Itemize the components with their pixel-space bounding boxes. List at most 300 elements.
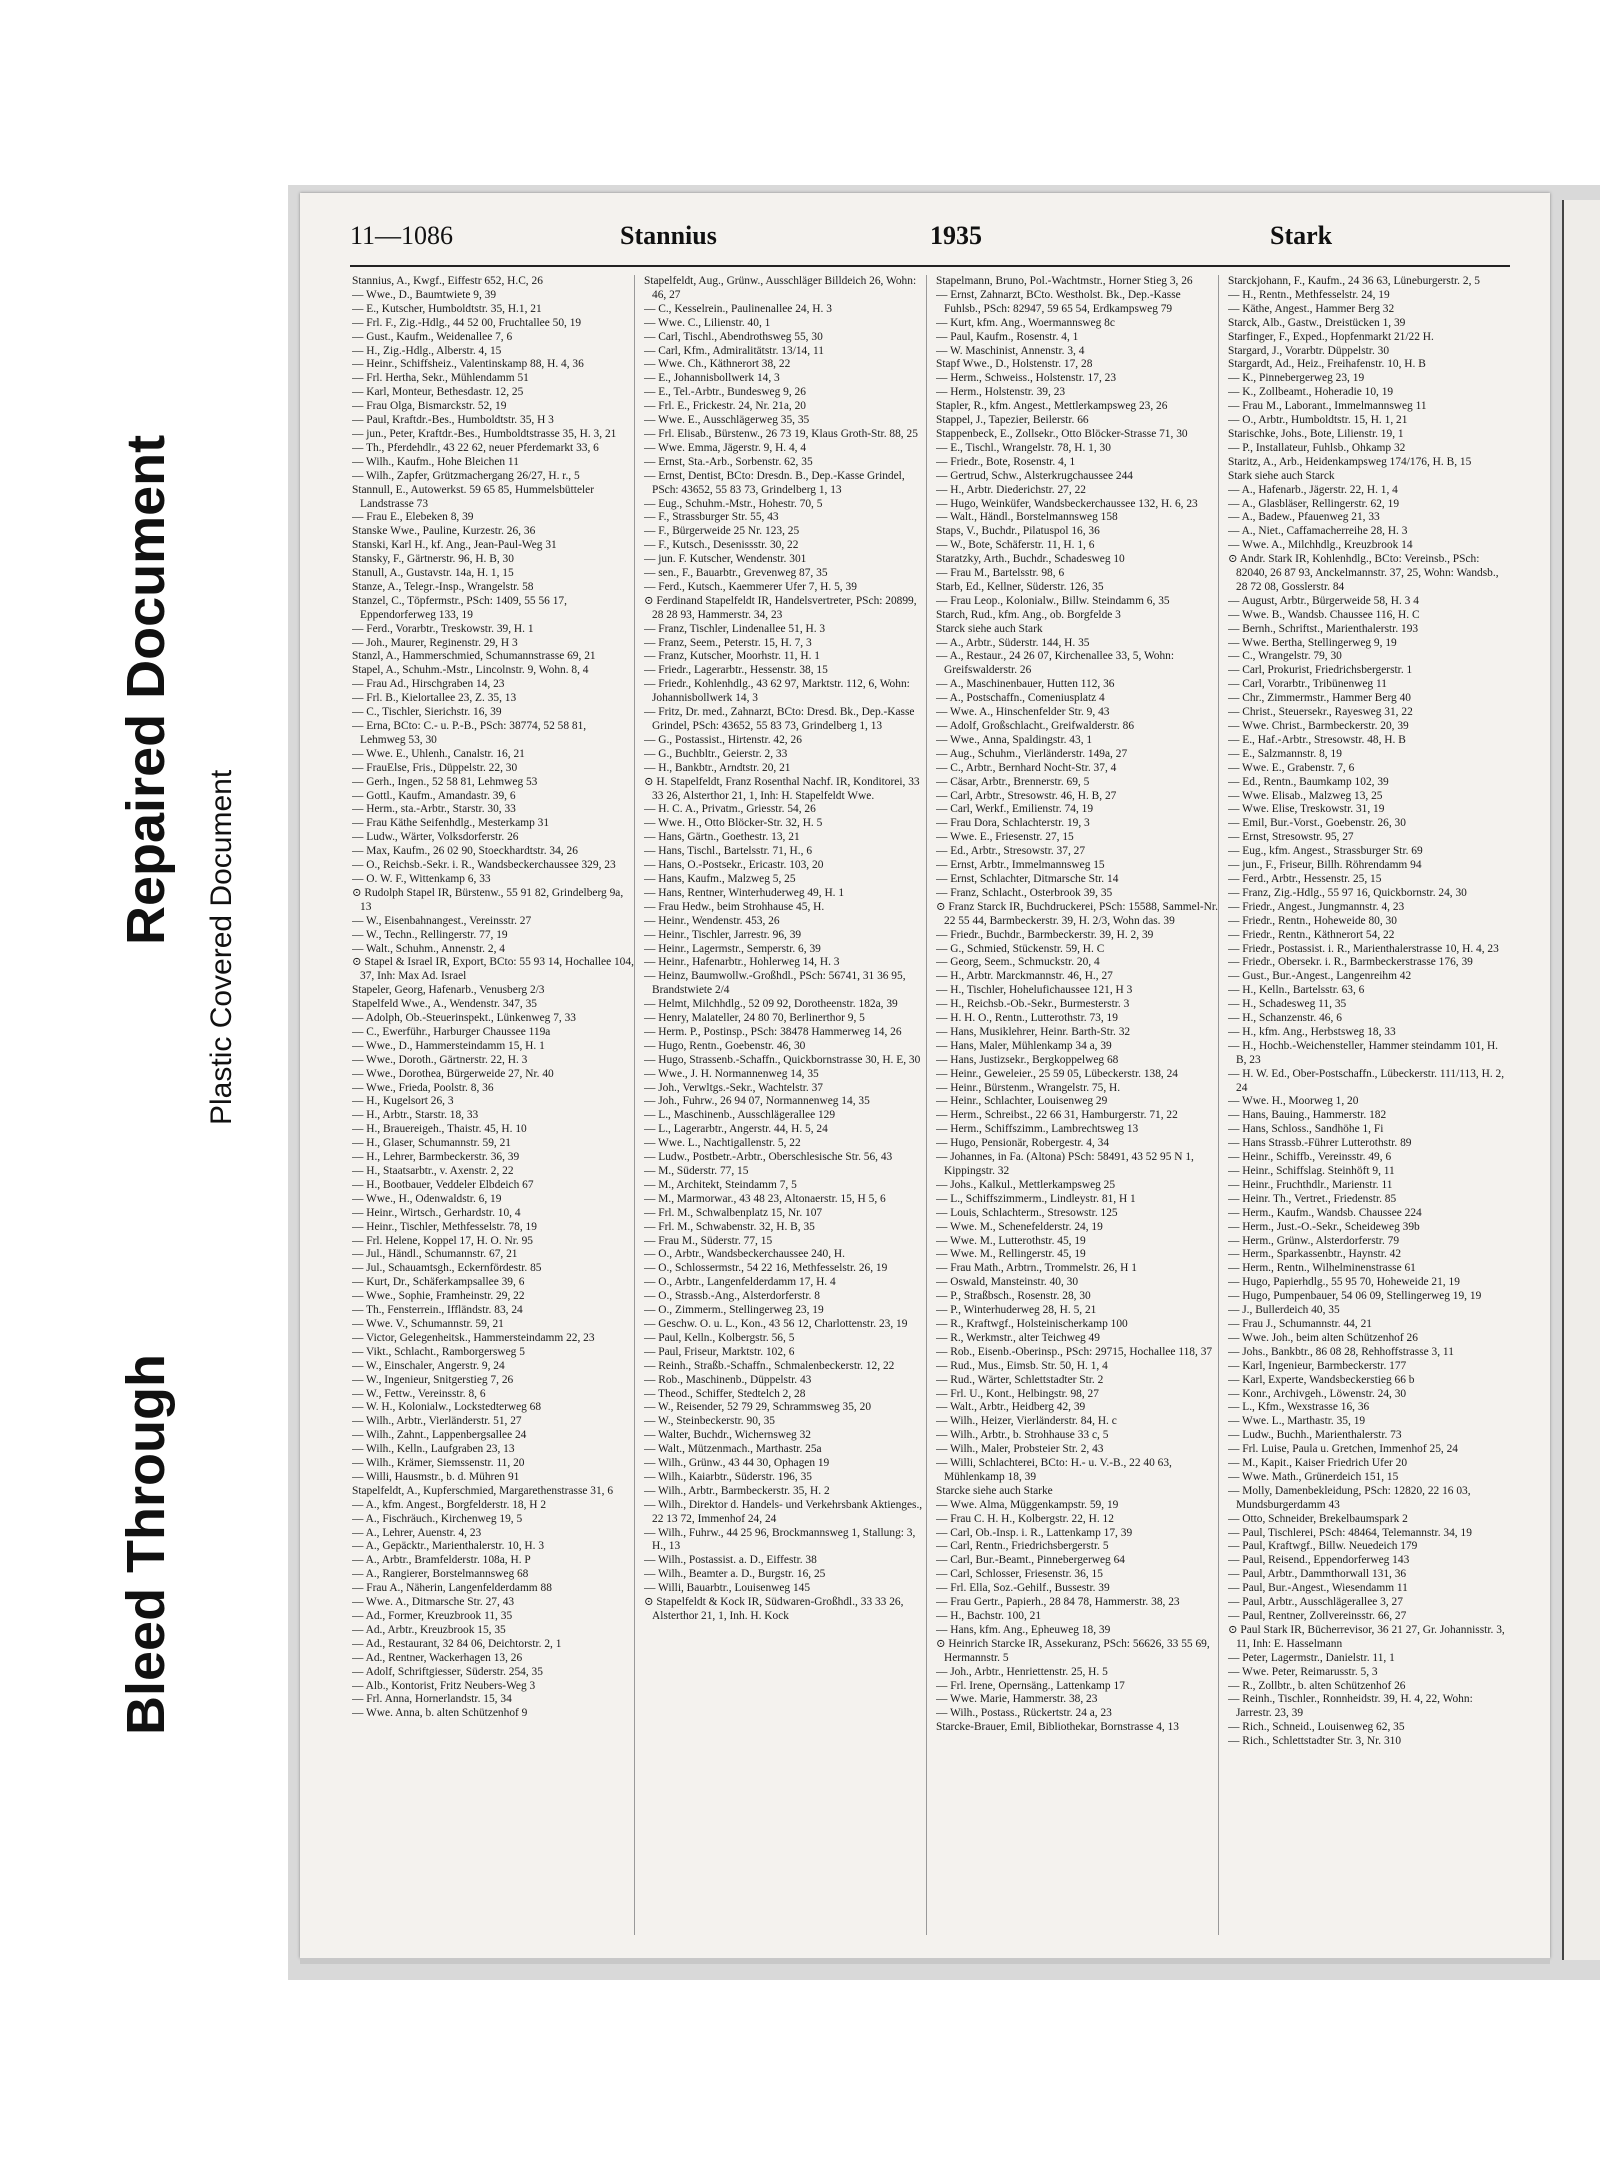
directory-entry: — W. H., Kolonialw., Lockstedterweg 68 [352,1401,542,1414]
directory-entry: — Herm., Just.-O.-Sekr., Scheideweg 39b [1228,1220,1420,1233]
directory-entry: — Friedr., Buchdr., Barmbeckerstr. 39, H. 2, 39 [936,928,1154,941]
directory-entry: — Frl. Anna, Hornerlandstr. 15, 34 [352,1693,512,1706]
directory-entry: — Willi, Bauarbtr., Louisenweg 145 [644,1582,811,1595]
directory-entry: — Hugo, Strassenb.-Schaffn., Quickbornstrasse 30, H. E, 30 [644,1053,921,1066]
directory-entry: Starcke-Brauer, Emil, Bibliothekar, Bornstrasse 4, 13 [936,1721,1179,1734]
column-4 [1228,275,1510,1935]
directory-page [300,193,1550,1958]
directory-entry: — Rud., Mus., Eimsb. Str. 50, H. 1, 4 [936,1359,1108,1372]
label-plastic-covered: Plastic Covered Document [205,769,238,1125]
directory-entry: — Heinr., Schiffslag. Steinhöft 9, 11 [1228,1165,1395,1177]
directory-entry: — Wwe. A., Ditmarsche Str. 27, 43 [352,1596,515,1609]
directory-entry: — A., Lehrer, Auenstr. 4, 23 [352,1526,482,1539]
directory-entry: — Wwe. L., Nachtigallenstr. 5, 22 [644,1137,801,1150]
directory-entry: Stargard, J., Vorarbtr. Düppelstr. 30 [1228,344,1390,357]
directory-entry: — Jul., Händl., Schumannstr. 67, 21 [352,1248,518,1261]
directory-entry: — Wilh., Postass., Rückertstr. 24 a, 23 [936,1707,1112,1720]
directory-entry: — Helmt, Milchhdlg., 52 09 92, Dorotheenstr. 182a, 39 [644,998,898,1011]
directory-entry: — Frl. U., Kont., Helbingstr. 98, 27 [936,1387,1099,1400]
directory-entry: — Kurt, Dr., Schäferkampsallee 39, 6 [352,1276,525,1289]
directory-entry: — Frau A., Näherin, Langenfelderdamm 88 [352,1582,552,1595]
column-1 [352,275,635,1935]
directory-entry: — Hans, Schloss., Sandhöhe 1, Fi [1228,1123,1384,1136]
directory-entry: — Ed., Rentn., Baumkamp 102, 39 [1228,775,1389,788]
directory-entry: — P., Installateur, Fuhlsb., Ohkamp 32 [1228,441,1406,454]
directory-entry: — Hugo, Papierhdlg., 55 95 70, Hoheweide 21, 19 [1228,1276,1460,1289]
directory-entry: — Carl, Tischl., Abendrothsweg 55, 30 [644,330,823,343]
directory-entry: — Frl. F., Zig.-Hdlg., 44 52 00, Fruchtallee 50, 19 [352,316,582,329]
directory-entry: — Geschw. O. u. L., Kon., 43 56 12, Charlottenstr. 23, 19 [644,1317,908,1330]
directory-entry: — Heinr. Th., Vertret., Friedenstr. 85 [1228,1192,1397,1205]
directory-entry: — Frau Dora, Schlachterstr. 19, 3 [936,817,1090,830]
directory-entry: — Frau Leop., Kolonialw., Billw. Steindamm 6, 35 [936,594,1170,607]
directory-entry: — Frau J., Schumannstr. 44, 21 [1228,1317,1372,1330]
directory-entry: — W., Eisenbahnangest., Vereinsstr. 27 [352,914,532,927]
directory-entry: — Paul, Kelln., Kolbergstr. 56, 5 [644,1331,795,1344]
directory-entry: — Aug., Schuhm., Vierländerstr. 149a, 27 [936,747,1128,760]
directory-entry: — Hans, Musiklehrer, Heinr. Barth-Str. 32 [936,1025,1131,1038]
directory-entry: — Wwe. Bertha, Stellingerweg 9, 19 [1228,636,1397,649]
directory-entry: — O., Strassb.-Ang., Alsterdorferstr. 8 [644,1290,820,1303]
directory-entry: — Frau Ad., Hirschgraben 14, 23 [352,678,505,691]
directory-entry: — Heinr., Fruchthdlr., Marienstr. 11 [1228,1178,1393,1191]
directory-entry: — Carl, Bur.-Beamt., Pinnebergerweg 64 [936,1554,1125,1567]
directory-entry: — Wwe. Elisab., Malzweg 13, 25 [1228,789,1383,802]
directory-entry: — Hans, Tischl., Bartelsstr. 71, H., 6 [644,845,813,858]
directory-entry: — H., Reichsb.-Ob.-Sekr., Burmesterstr. 3 [936,998,1130,1011]
directory-entry: Starcke siehe auch Starke [936,1484,1053,1497]
directory-entry: — Heinr., Bürstenm., Wrangelstr. 75, H. [936,1081,1121,1094]
directory-entry: — Frl. M., Schwabenstr. 32, H. B, 35 [644,1220,815,1233]
directory-entry: — FrauElse, Fris., Düppelstr. 22, 30 [352,761,518,774]
directory-entry: Stappenbeck, E., Zollsekr., Otto Blöcker-Strasse 71, 30 [936,427,1188,440]
directory-entry: — Wwe., Frieda, Poolstr. 8, 36 [352,1081,494,1094]
directory-entry: — Walt., Arbtr., Heidberg 42, 39 [936,1401,1086,1414]
directory-entry: — Frl. Ella, Soz.-Gehilf., Bussestr. 39 [936,1582,1110,1595]
directory-entry: Stanze, A., Telegr.-Insp., Wrangelstr. 58 [352,580,534,593]
directory-entry: — Friedr., Postassist. i. R., Marienthalerstrasse 10, H. 4, 23 [1228,942,1499,955]
directory-entry: — Rich., Schneid., Louisenweg 62, 35 [1228,1721,1405,1734]
directory-entry: — Adolf, Schriftgiesser, Süderstr. 254, 35 [352,1665,543,1678]
directory-entry: ⊙ Ferdinand Stapelfeldt IR, Handelsvertreter, PSch: 20899, 28 28 93, Hammerstr. 34, 23 [644,594,917,621]
directory-entry: — Carl, Vorarbtr., Tribünenweg 11 [1228,678,1387,691]
directory-entry: Starfinger, F., Exped., Hopfenmarkt 21/22 H. [1228,330,1434,343]
directory-entry: — A., Maschinenbauer, Hutten 112, 36 [936,678,1115,691]
directory-entry: — Hans, kfm. Ang., Epheuweg 18, 39 [936,1623,1111,1636]
directory-entry: — Carl, Prokurist, Friedrichsbergerstr. 1 [1228,664,1413,677]
directory-entry: — Wwe. Anna, b. alten Schützenhof 9 [352,1707,528,1720]
directory-entry: — Wwe., Doroth., Gärtnerstr. 22, H. 3 [352,1053,528,1066]
directory-entry: — A., Postschaffn., Comeniusplatz 4 [936,692,1105,705]
directory-entry: Stannull, E., Autowerkst. 59 65 85, Hummelsbütteler Landstrasse 73 [352,483,595,510]
directory-entry: — Ferd., Arbtr., Hessenstr. 25, 15 [1228,872,1382,885]
directory-entry: — Hans Strassb.-Führer Lutterothstr. 89 [1228,1137,1412,1150]
column-3 [936,275,1219,1935]
directory-entry: — Frau Hedw., beim Strohhause 45, H. [644,900,825,913]
directory-entry: — H., Arbtr., Starstr. 18, 33 [352,1109,479,1122]
directory-entry: — Wwe. E., Uhlenh., Canalstr. 16, 21 [352,747,525,760]
directory-entry: — Th., Fensterrein., Iffländstr. 83, 24 [352,1304,523,1317]
directory-entry: — Friedr., Kohlenhdlg., 43 62 97, Marktstr. 112, 6, Wohn: Johannisbollwerk 14, 3 [644,678,910,705]
directory-entry: — Wwe. E., Ausschlägerweg 35, 35 [644,414,810,427]
directory-entry: — Friedr., Rentn., Hoheweide 80, 30 [1228,914,1397,927]
directory-entry: — H., Kugelsort 26, 3 [352,1095,454,1108]
directory-entry: — Willi, Hausmstr., b. d. Mühren 91 [352,1470,520,1483]
directory-entry: — August, Arbtr., Bürgerweide 58, H. 3 4 [1228,594,1419,607]
directory-entry: — Wwe. L., Marthastr. 35, 19 [1228,1415,1366,1428]
directory-entry: — Heinr., Tischler, Jarrestr. 96, 39 [644,928,802,941]
directory-entry: — W., Fettw., Vereinsstr. 8, 6 [352,1387,486,1400]
directory-entry: — Wwe. Math., Grünerdeich 151, 15 [1228,1470,1399,1483]
directory-entry: — Otto, Schneider, Brekelbaumspark 2 [1228,1512,1408,1525]
directory-entry: — Heinr., Geweleier., 25 59 05, Lübeckerstr. 138, 24 [936,1067,1178,1080]
directory-entry: — H., Rentn., Methfesselstr. 24, 19 [1228,288,1390,301]
directory-entry: — Ernst, Sta.-Arb., Sorbenstr. 62, 35 [644,455,813,468]
directory-entry: — H., Zig.-Hdlg., Alberstr. 4, 15 [352,344,502,357]
directory-entry: — W., Einschaler, Angerstr. 9, 24 [352,1359,505,1372]
directory-entry: — A., Restaur., 24 26 07, Kirchenallee 33, 5, Wohn: Greifswalderstr. 26 [936,650,1175,677]
directory-entry: — Wwe., Dorothea, Bürgerweide 27, Nr. 40 [352,1067,554,1080]
directory-entry: — Heinr., Lagermstr., Semperstr. 6, 39 [644,942,821,955]
directory-entry: Stark siehe auch Starck [1228,469,1335,482]
directory-entry: — A., Fischräuch., Kirchenweg 19, 5 [352,1512,523,1525]
directory-entry: ⊙ H. Stapelfeldt, Franz Rosenthal Nachf. IR, Konditorei, 33 33 26, Alsterthor 21, 1, Inh: H. Stapelfeldt Wwe. [644,775,920,802]
directory-entry: — Kurt, kfm. Ang., Woermannsweg 8c [936,316,1115,329]
directory-entry: — L., Schiffszimmerm., Lindleystr. 81, H 1 [936,1192,1136,1205]
directory-entry: — G., Buchbltr., Geierstr. 2, 33 [644,747,788,760]
directory-entry: — Wwe. A., Milchhdlg., Kreuzbrook 14 [1228,539,1413,552]
directory-entry: Stapelfeldt, A., Kupferschmied, Margarethenstrasse 31, 6 [352,1484,614,1497]
directory-entry: ⊙ Stapel & Israel IR, Export, BCto: 55 93 14, Hochallee 104, 37, Inh: Max Ad. Israel [352,956,634,983]
directory-entry: — Gottl., Kaufm., Amandastr. 39, 6 [352,789,516,802]
directory-entry: Stapelfeld Wwe., A., Wendenstr. 347, 35 [352,998,537,1011]
directory-entry: — Wilh., Maler, Probsteier Str. 2, 43 [936,1443,1104,1456]
directory-entry: — W., Techn., Rellingerstr. 77, 19 [352,928,508,941]
directory-entry: ⊙ Franz Starck IR, Buchdruckerei, PSch: 15588, Sammel-Nr. 22 55 44, Barmbeckerstr. 39, H. 2/3, Wohn das. 39 [936,900,1218,927]
directory-entry: — Johs., Kalkul., Mettlerkampsweg 25 [936,1178,1116,1191]
directory-entry: — Carl, Werkf., Emilienstr. 74, 19 [936,803,1094,816]
directory-entry: — H., Tischler, Hohelufichaussee 121, H 3 [936,984,1133,997]
directory-entry: — Wwe., J. H. Normannenweg 14, 35 [644,1067,819,1080]
directory-entry: — Wilh., Kelln., Laufgraben 23, 13 [352,1443,515,1456]
directory-entry: — O., Arbtr., Wandsbeckerchaussee 240, H. [644,1248,846,1261]
directory-entry: — Johs., Bankbtr., 86 08 28, Rehhoffstrasse 3, 11 [1228,1345,1454,1358]
directory-entry: — H., Arbtr. Marckmannstr. 46, H., 27 [936,970,1113,983]
directory-entry: — Adolf, Großschlacht., Greifwalderstr. 86 [936,720,1135,732]
directory-entry: — Frau Olga, Bismarckstr. 52, 19 [352,400,507,413]
directory-entry: — O. W. F., Wittenkamp 6, 33 [352,872,491,885]
header-last-name: Stark [1270,221,1333,250]
directory-entry: — Walt., Händl., Borstelmannsweg 158 [936,511,1118,524]
directory-entry: — Wwe. H., Moorweg 1, 20 [1228,1095,1359,1108]
directory-entry: — Paul, Kraftwgf., Billw. Neuedeich 179 [1228,1540,1418,1553]
label-repaired-document: Repaired Document [116,434,176,945]
directory-entry: Starb, Ed., Kellner, Süderstr. 126, 35 [936,580,1104,593]
directory-entry: — Paul, Rentner, Zollvereinsstr. 66, 27 [1228,1610,1407,1622]
page-number: 11—1086 [350,221,454,250]
directory-entry: — Wilh., Fuhrw., 44 25 96, Brockmannsweg 1, Stallung: 3, H., 13 [644,1526,916,1553]
directory-entry: — F., Kutsch., Desenissstr. 30, 22 [644,539,799,552]
directory-entry: — Walter, Buchdr., Wichernsweg 32 [644,1429,811,1442]
directory-entry: — Hans, Rentner, Winterhuderweg 49, H. 1 [644,886,845,899]
directory-entry: — Karl, Ingenieur, Barmbeckerstr. 177 [1228,1359,1407,1372]
directory-entry: — Rob., Eisenb.-Oberinsp., PSch: 29715, Hochallee 118, 37 [936,1345,1213,1358]
directory-entry: — Wwe., Anna, Spaldingstr. 43, 1 [936,733,1093,746]
directory-entry: — Ludw., Buchh., Marienthalerstr. 73 [1228,1429,1402,1442]
directory-entry: — sen., F., Bauarbtr., Grevenweg 87, 35 [644,567,828,580]
directory-entry: — H. H. O., Rentn., Lutterothstr. 73, 19 [936,1012,1118,1025]
directory-entry: — Ernst, Schlachter, Ditmarsche Str. 14 [936,872,1119,885]
directory-entry: — Franz, Seem., Peterstr. 15, H. 7, 3 [644,636,812,649]
directory-entry: — Reinh., Straßb.-Schaffn., Schmalenbeckerstr. 12, 22 [644,1359,895,1372]
directory-entry: — Rob., Maschinenb., Düppelstr. 43 [644,1373,812,1386]
header-first-name: Stannius [620,221,717,250]
directory-entry: — Wwe. M., Schenefelderstr. 24, 19 [936,1220,1103,1233]
directory-entry: — Gertrud, Schw., Alsterkrugchaussee 244 [936,469,1133,482]
directory-entry: — Gust., Kaufm., Weidenallee 7, 6 [352,330,513,343]
directory-entry: — H. C. A., Privatm., Griesstr. 54, 26 [644,803,816,816]
directory-entry: — Wilh., Heizer, Vierländerstr. 84, H. c [936,1415,1117,1428]
directory-entry: — Hans, Kaufm., Malzweg 5, 25 [644,872,796,885]
directory-entry: — Rud., Wärter, Schlettstadter Str. 2 [936,1373,1104,1386]
directory-entry: — Joh., Fuhrw., 26 94 07, Normannenweg 14, 35 [644,1095,870,1108]
directory-entry: — Oswald, Mansteinstr. 40, 30 [936,1276,1079,1289]
directory-entry: — Wwe. Ch., Käthnerort 38, 22 [644,358,791,371]
directory-entry: — E., Tel.-Arbtr., Bundesweg 9, 26 [644,386,806,399]
directory-entry: — A., Gepäcktr., Marienthalerstr. 10, H. 3 [352,1540,545,1553]
directory-entry: — Heinr., Wirtsch., Gerhardstr. 10, 4 [352,1206,521,1219]
directory-entry: — Carl, Arbtr., Stresowstr. 46, H. B, 27 [936,789,1117,802]
directory-entry: — Herm., sta.-Arbtr., Starstr. 30, 33 [352,803,516,816]
directory-entry: — Ad., Restaurant, 32 84 06, Deichtorstr. 2, 1 [352,1637,562,1650]
directory-entry: — Wwe. Emma, Jägerstr. 9, H. 4, 4 [644,441,807,454]
directory-entry: — Heinr., Schiffb., Vereinsstr. 49, 6 [1228,1151,1392,1164]
directory-entry: — Paul, Bur.-Angest., Wiesendamm 11 [1228,1582,1408,1595]
directory-entry: — Wwe. Joh., beim alten Schützenhof 26 [1228,1331,1418,1344]
directory-entry: — Paul, Reisend., Eppendorferweg 143 [1228,1554,1410,1567]
directory-entry: — A., Arbtr., Süderstr. 144, H. 35 [936,636,1090,649]
directory-entry: — Herm., Schweiss., Holstenstr. 17, 23 [936,372,1117,385]
directory-entry: — Wilh., Arbtr., b. Strohhause 33 c, 5 [936,1429,1109,1442]
directory-entry: — Karl, Monteur, Bethesdastr. 12, 25 [352,386,524,399]
directory-entry: Starischke, Johs., Bote, Lilienstr. 19, 1 [1228,427,1404,440]
directory-entry: — Ernst, Zahnarzt, BCto. Westholst. Bk., Dep.-Kasse Fuhlsb., PSch: 82947, 59 65 54, Erdkampsweg 79 [936,288,1181,315]
directory-entry: — Herm. P., Postinsp., PSch: 38478 Hammerweg 14, 26 [644,1025,902,1038]
directory-entry: — Herm., Holstenstr. 39, 23 [936,386,1066,399]
directory-entry: — W., Reisender, 52 79 29, Schrammsweg 35, 20 [644,1401,872,1414]
directory-entry: ⊙ Paul Stark IR, Bücherrevisor, 36 21 27, Gr. Johannisstr. 3, 11, Inh: E. Hasselmann [1228,1623,1505,1650]
directory-entry: — Wilh., Beamter a. D., Burgstr. 16, 25 [644,1568,826,1581]
directory-entry: Stansky, F., Gärtnerstr. 96, H. B, 30 [352,553,514,566]
directory-entry: — Wilh., Zapfer, Grützmachergang 26/27, H. r., 5 [352,469,580,482]
directory-entry: — Frl. M., Schwalbenplatz 15, Nr. 107 [644,1206,823,1219]
directory-entry: — Ferd., Kutsch., Kaemmerer Ufer 7, H. 5, 39 [644,580,857,593]
directory-entry: — Gerh., Ingen., 52 58 81, Lehmweg 53 [352,775,538,788]
directory-entry: — Molly, Damenbekleidung, PSch: 12820, 22 16 03, Mundsburgerdamm 43 [1228,1484,1471,1511]
directory-entry: — W., Bote, Schäferstr. 11, H. 1, 6 [936,539,1095,552]
directory-columns [352,275,1512,1935]
directory-entry: — Peter, Lagermstr., Danielstr. 11, 1 [1228,1651,1395,1664]
directory-entry: — Wilh., Postassist. a. D., Eiffestr. 38 [644,1554,817,1567]
directory-entry: — Karl, Experte, Wandsbeckerstieg 66 b [1228,1373,1415,1386]
directory-entry: — A., Glasbläser, Rellingerstr. 62, 19 [1228,497,1400,510]
directory-entry: — E., Haf.-Arbtr., Stresowstr. 48, H. B [1228,733,1406,746]
directory-entry: — A., Hafenarb., Jägerstr. 22, H. 1, 4 [1228,483,1398,496]
directory-entry: — R., Kraftwgf., Holsteinischerkamp 100 [936,1317,1128,1330]
directory-entry: — Eug., kfm. Angest., Strassburger Str. 69 [1228,845,1423,858]
label-bleed-through: Bleed Through [116,1354,176,1735]
directory-entry: — jun., Peter, Kraftdr.-Bes., Humboldtstrasse 35, H. 3, 21 [352,427,617,440]
directory-entry: — A., kfm. Angest., Borgfelderstr. 18, H 2 [352,1498,547,1511]
directory-entry: — Wilh., Zahnt., Lappenbergsallee 24 [352,1429,527,1442]
directory-entry: — W., Steinbeckerstr. 90, 35 [644,1415,775,1428]
directory-entry: — C., Kesselrein., Paulinenallee 24, H. 3 [644,302,832,315]
directory-entry: Staritz, A., Arb., Heidenkampsweg 174/176, H. B, 15 [1228,455,1472,468]
directory-entry: — Käthe, Angest., Hammer Berg 32 [1228,302,1395,315]
directory-entry: — M., Kapit., Kaiser Friedrich Ufer 20 [1228,1457,1408,1470]
directory-entry: — Frl. Elisab., Bürstenw., 26 73 19, Klaus Groth-Str. 88, 25 [644,427,918,440]
next-page-edge [1562,200,1600,1960]
directory-entry: — Bernh., Schriftst., Marienthalerstr. 193 [1228,622,1419,635]
directory-entry: — Johannes, in Fa. (Altona) PSch: 58491, 43 52 95 N 1, Kippingstr. 32 [936,1151,1194,1177]
directory-entry: — G., Postassist., Hirtenstr. 42, 26 [644,733,802,746]
directory-entry: — Wilh., Direktor d. Handels- und Verkehrsbank Aktienges., 22 13 72, Immenhof 24, 24 [644,1498,923,1525]
directory-entry: — Frl. Irene, Opernsäng., Lattenkamp 17 [936,1679,1125,1692]
directory-entry: — Georg, Seem., Schmuckstr. 20, 4 [936,956,1100,969]
directory-entry: — H., Bootbauer, Veddeler Elbdeich 67 [352,1178,534,1191]
directory-entry: Stapelmann, Bruno, Pol.-Wachtmstr., Horner Stieg 3, 26 [936,275,1193,287]
directory-entry: — Wwe. V., Schumannstr. 59, 21 [352,1317,504,1330]
directory-entry: — Wilh., Arbtr., Vierländerstr. 51, 27 [352,1415,522,1428]
directory-entry: — Theod., Schiffer, Stedtelch 2, 28 [644,1387,806,1400]
directory-entry: — Wwe., Sophie, Framheinstr. 29, 22 [352,1290,525,1303]
directory-entry: — Herm., Rentn., Wilhelminenstrasse 61 [1228,1262,1416,1275]
header-year: 1935 [930,221,982,250]
directory-entry: Stanski, Karl H., kf. Ang., Jean-Paul-Weg 31 [352,539,557,552]
directory-entry: — G., Schmied, Stückenstr. 59, H. C [936,942,1105,955]
directory-entry: — Wwe., D., Baumtwiete 9, 39 [352,288,497,301]
directory-entry: — Ad., Rentner, Wackerhagen 13, 26 [352,1651,523,1664]
directory-entry: — Wwe. E., Grabenstr. 7, 6 [1228,761,1355,774]
directory-entry: — Hans, Bauing., Hammerstr. 182 [1228,1109,1387,1122]
directory-entry: — Rich., Schlettstadter Str. 3, Nr. 310 [1228,1735,1402,1748]
directory-entry: — C., Arbtr., Bernhard Nocht-Str. 37, 4 [936,761,1117,774]
directory-entry: — M., Marmorwar., 43 48 23, Altonaerstr. 15, H 5, 6 [644,1192,886,1205]
directory-entry: — W. Maschinist, Annenstr. 3, 4 [936,344,1085,357]
directory-entry: — Wwe. B., Wandsb. Chaussee 116, H. C [1228,608,1420,621]
directory-entry: — H., Schanzenstr. 46, 6 [1228,1012,1342,1025]
directory-entry: — Friedr., Angest., Jungmannstr. 4, 23 [1228,900,1405,913]
directory-entry: — Friedr., Lagerarbtr., Hessenstr. 38, 15 [644,664,828,677]
directory-entry: — Franz, Kutscher, Moorhstr. 11, H. 1 [644,650,820,663]
directory-entry: — H., Lehrer, Barmbeckerstr. 36, 39 [352,1151,520,1164]
directory-entry: Starck siehe auch Stark [936,622,1043,635]
directory-entry: — Frau M., Bartelsstr. 98, 6 [936,567,1065,580]
directory-entry: — Herm., Kaufm., Wandsb. Chaussee 224 [1228,1206,1422,1219]
directory-entry: — Frau M., Süderstr. 77, 15 [644,1234,773,1247]
directory-entry: — A., Arbtr., Bramfelderstr. 108a, H. P [352,1554,531,1567]
directory-entry: — Jul., Schauamtsgh., Eckernfördestr. 85 [352,1262,542,1275]
directory-entry: — O., Arbtr., Humboldtstr. 15, H. 1, 21 [1228,414,1408,427]
directory-entry: — F., Strassburger Str. 55, 43 [644,511,779,524]
directory-entry: — Frl. Luise, Paula u. Gretchen, Immenhof 25, 24 [1228,1443,1458,1456]
directory-entry: — Ernst, Dentist, BCto: Dresdn. B., Dep.-Kasse Grindel, PSch: 43652, 55 83 73, Grindelberg 1, 13 [644,469,905,496]
directory-entry: — Ed., Arbtr., Stresowstr. 37, 27 [936,845,1086,858]
directory-entry: — Hugo, Pensionär, Robergestr. 4, 34 [936,1137,1110,1150]
directory-entry: — Paul, Friseur, Marktstr. 102, 6 [644,1345,795,1358]
directory-entry: — Vikt., Schlacht., Ramborgersweg 5 [352,1345,525,1358]
directory-entry: — Wwe. Elise, Treskowstr. 31, 19 [1228,803,1385,816]
directory-entry: — L., Lagerarbtr., Angerstr. 44, H. 5, 24 [644,1123,828,1136]
directory-entry: — Hugo, Weinküfer, Wandsbeckerchaussee 132, H. 6, 23 [936,497,1198,510]
directory-entry: — Frau Gertr., Papierh., 28 84 78, Hammerstr. 38, 23 [936,1596,1180,1609]
directory-entry: — Walt., Mützenmach., Marthastr. 25a [644,1443,822,1456]
directory-entry: Stanzl, A., Hammerschmied, Schumannstrasse 69, 21 [352,650,596,663]
directory-entry: Stanzel, C., Töpfermstr., PSch: 1409, 55 56 17, Eppendorferweg 133, 19 [352,594,567,621]
directory-entry: — Christ., Steuersekr., Rayesweg 31, 22 [1228,706,1413,719]
header-rule [350,265,1510,267]
directory-entry: — Adolph, Ob.-Steuerinspekt., Lünkenweg 7, 33 [352,1012,576,1025]
directory-entry: — P., Straßbsch., Rosenstr. 28, 30 [936,1290,1091,1303]
directory-entry: — Friedr., Bote, Rosenstr. 4, 1 [936,455,1076,468]
directory-entry: — Henry, Malateller, 24 80 70, Berlinerthor 9, 5 [644,1012,865,1025]
column-2 [644,275,927,1935]
annotation-labels [95,295,265,1735]
directory-entry: — Wilh., Kaufm., Hohe Bleichen 11 [352,455,519,468]
directory-entry: — M., Architekt, Steindamm 7, 5 [644,1178,797,1191]
directory-entry: — H., Glaser, Schumannstr. 59, 21 [352,1137,511,1150]
directory-entry: — Th., Pferdehdlr., 43 22 62, neuer Pferdemarkt 33, 6 [352,441,599,454]
directory-entry: — O., Zimmerm., Stellingerweg 23, 19 [644,1304,824,1317]
directory-entry: — Wwe. Marie, Hammerstr. 38, 23 [936,1693,1098,1706]
directory-entry: — C., Wrangelstr. 79, 30 [1228,650,1342,663]
directory-entry: — jun. F. Kutscher, Wendenstr. 301 [644,553,807,566]
directory-entry: — Herm., Sparkassenbtr., Haynstr. 42 [1228,1248,1402,1261]
directory-entry: — Frau E., Elebeken 8, 39 [352,511,474,524]
directory-entry: — Frl. B., Kielortallee 23, Z. 35, 13 [352,692,517,705]
directory-entry: — Fritz, Dr. med., Zahnarzt, BCto: Dresd. Bk., Dep.-Kasse Grindel, PSch: 43652, 55 83 73, Grindelberg 1, 13 [644,706,915,732]
directory-entry: — Heinz, Baumwollw.-Großhdl., PSch: 56741, 31 36 95, Brandstwiete 2/4 [644,970,906,997]
directory-entry: Stanske Wwe., Pauline, Kurzestr. 26, 36 [352,525,536,538]
directory-entry: — Joh., Arbtr., Henriettenstr. 25, H. 5 [936,1665,1108,1678]
directory-entry: — Victor, Gelegenheitsk., Hammersteindamm 22, 23 [352,1331,595,1344]
directory-entry: — Franz, Tischler, Lindenallee 51, H. 3 [644,622,826,635]
directory-entry: — R., Werkmstr., alter Teichweg 49 [936,1331,1100,1344]
directory-entry: — Wwe. H., Otto Blöcker-Str. 32, H. 5 [644,817,823,830]
directory-entry: — Max, Kaufm., 26 02 90, Stoeckhardtstr. 34, 26 [352,845,578,858]
directory-entry: — Willi, Schlachterei, BCto: H.- u. V.-B., 22 40 63, Mühlenkamp 18, 39 [936,1457,1172,1483]
directory-entry: — Frau Käthe Seifenhdlg., Mesterkamp 31 [352,817,550,830]
directory-entry: Stappel, J., Tapezier, Beilerstr. 66 [936,414,1089,427]
directory-entry: — P., Winterhuderweg 28, H. 5, 21 [936,1304,1097,1317]
directory-entry: Starck, Alb., Gastw., Dreistücken 1, 39 [1228,316,1406,329]
directory-entry: — Hans, Maler, Mühlenkamp 34 a, 39 [936,1039,1112,1052]
directory-entry: — J., Bullerdeich 40, 35 [1228,1304,1340,1317]
directory-entry: — H. W. Ed., Ober-Postschaffn., Lübeckerstr. 111/113, H. 2, 24 [1228,1067,1505,1094]
directory-entry: — K., Pinnebergerweg 23, 19 [1228,372,1365,385]
directory-entry: — Heinr., Tischler, Methfesselstr. 78, 19 [352,1220,537,1233]
directory-entry: — Carl, Schlosser, Friesenstr. 36, 15 [936,1568,1103,1581]
directory-entry: — Frau C. H. H., Kolbergstr. 22, H. 12 [936,1512,1114,1525]
directory-entry: — L., Maschinenb., Ausschlägerallee 129 [644,1109,836,1122]
directory-entry: — Hugo, Rentn., Goebenstr. 46, 30 [644,1039,806,1052]
directory-entry: — Joh., Maurer, Reginenstr. 29, H 3 [352,636,518,649]
directory-entry: — Paul, Tischlerei, PSch: 48464, Telemannstr. 34, 19 [1228,1526,1472,1539]
directory-entry: — Franz, Schlacht., Osterbrook 39, 35 [936,886,1113,899]
directory-entry: — Ernst, Arbtr., Immelmannsweg 15 [936,859,1105,872]
directory-entry: — Wilh., Kaiarbtr., Süderstr. 196, 35 [644,1470,812,1483]
directory-entry: — Frl. Helene, Koppel 17, H. O. Nr. 95 [352,1234,533,1247]
